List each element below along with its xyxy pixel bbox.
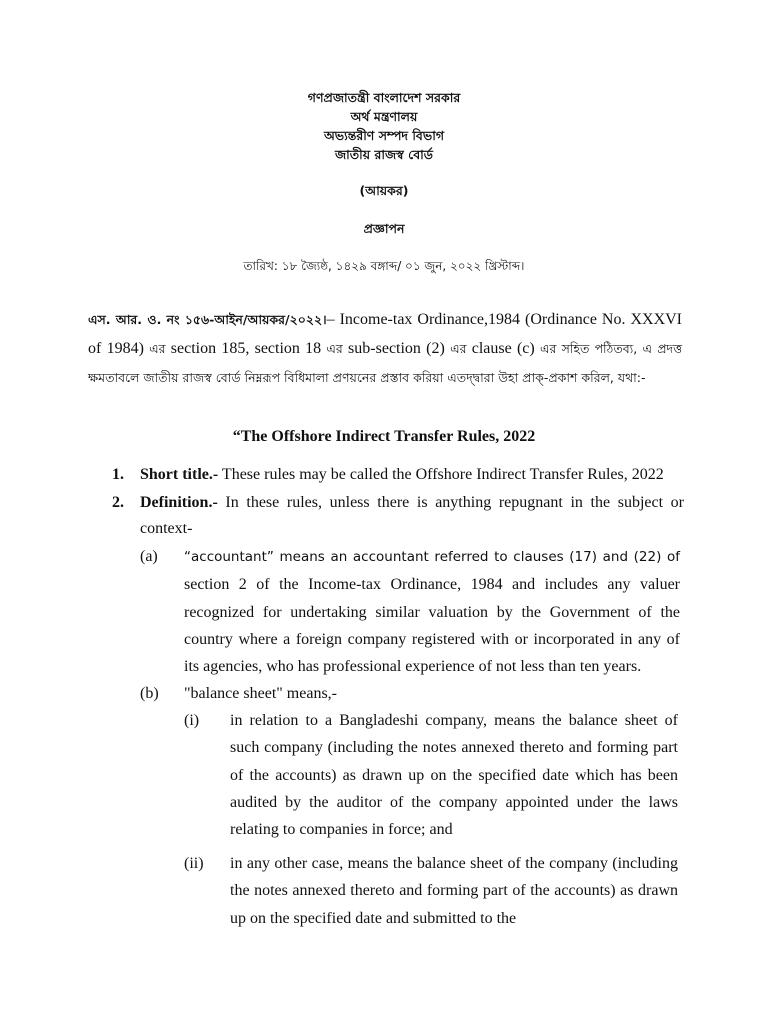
rule-body xyxy=(140,490,684,542)
government-header xyxy=(0,88,768,164)
clause-text xyxy=(184,543,680,680)
clause-text-rest: section 2 of the Income-tax Ordinance, 1984 and includes any valuer recognized for undertaking similar valuation by the Government of the country where a foreign company registered with or incorporated in any of its agencies, who has professional experience of not less than ten years. xyxy=(184,576,680,676)
clause-label: (a) xyxy=(140,548,158,565)
date-line: তারিখ: ১৮ জ্যৈষ্ঠ, ১৪২৯ বঙ্গাব্দ/ ০১ জুন, ২০২২ খ্রিস্টাব্দ। xyxy=(243,259,525,273)
rule-text: In these rules, unless there is anything repugnant in the subject or context- xyxy=(140,494,684,537)
rule-heading: Definition.- xyxy=(140,494,218,511)
header-line-board: জাতীয় রাজস্ব বোর্ড xyxy=(335,147,433,162)
subclause-label: (ii) xyxy=(184,855,204,872)
rule-body xyxy=(140,462,684,488)
rules-title: “The Offshore Indirect Transfer Rules, 2022 xyxy=(232,428,536,445)
sro-dash: – xyxy=(326,311,340,328)
sro-bn-1: এর xyxy=(149,341,166,356)
clause-text-quoted: “accountant” means an accountant referred to clauses (17) and (22) of xyxy=(184,549,680,565)
rule-number: 1. xyxy=(112,466,124,483)
header-line-ministry: অর্থ মন্ত্রণালয় xyxy=(350,109,418,124)
rule-text: These rules may be called the Offshore Indirect Transfer Rules, 2022 xyxy=(218,466,664,483)
rule-item-definition xyxy=(112,490,684,542)
header-line-division: অভ্যন্তরীণ সম্পদ বিভাগ xyxy=(323,128,445,143)
balance-sheet-subclause-i xyxy=(184,707,678,843)
rule-item-short-title xyxy=(112,462,684,488)
sro-bn-4: এর সহিত পঠিতব্য, এ প্রদত্ত ক্ষমতাবলে জাতীয় রাজস্ব বোর্ড নিম্নরূপ বিধিমালা প্রণয়নের প্রস্তাব করিয়া এতদ্দ্বারা উহা প্রাক্-প্রকাশ করিল, যথা:- xyxy=(88,341,683,385)
sro-paragraph xyxy=(88,305,682,392)
rule-number: 2. xyxy=(112,494,124,511)
clause-label: (b) xyxy=(140,685,159,702)
subclause-label: (i) xyxy=(184,712,200,729)
definition-balance-sheet xyxy=(140,680,680,707)
sro-text-2: section 185, section 18 xyxy=(165,340,327,357)
notification-heading: প্রজ্ঞাপন xyxy=(363,221,405,236)
sro-bn-3: এর xyxy=(450,341,467,356)
sro-text-4: clause (c) xyxy=(466,340,540,357)
header-line-government: গণপ্রজাতন্ত্রী বাংলাদেশ সরকার xyxy=(307,90,461,105)
sro-number: এস. আর. ও. নং ১৫৬-আইন/আয়কর/২০২২। xyxy=(88,312,327,327)
sro-bn-2: এর xyxy=(326,341,343,356)
subclause-text: in any other case, means the balance sheet of the company (including the notes annexed thereto and forming part of the accounts) as drawn up on the specified date and submitted to the xyxy=(230,855,678,927)
sro-text-3: sub-section (2) xyxy=(342,340,451,357)
subclause-text: in relation to a Bangladeshi company, means the balance sheet of such company (including the notes annexed thereto and forming part of the accounts) as drawn up on the specified date which has been audited by the auditor of the company appointed under the laws relating to companies in force; and xyxy=(230,712,678,839)
sro-text-1: Income-tax Ordinance,1984 (Ordinance No. XXXVI of 1984) xyxy=(88,311,683,357)
rule-heading: Short title.- xyxy=(140,466,219,483)
category-label: (আয়কর) xyxy=(359,183,409,198)
balance-sheet-subclause-ii xyxy=(184,850,678,932)
clause-text: "balance sheet" means,- xyxy=(184,685,337,702)
definition-accountant xyxy=(140,543,680,680)
